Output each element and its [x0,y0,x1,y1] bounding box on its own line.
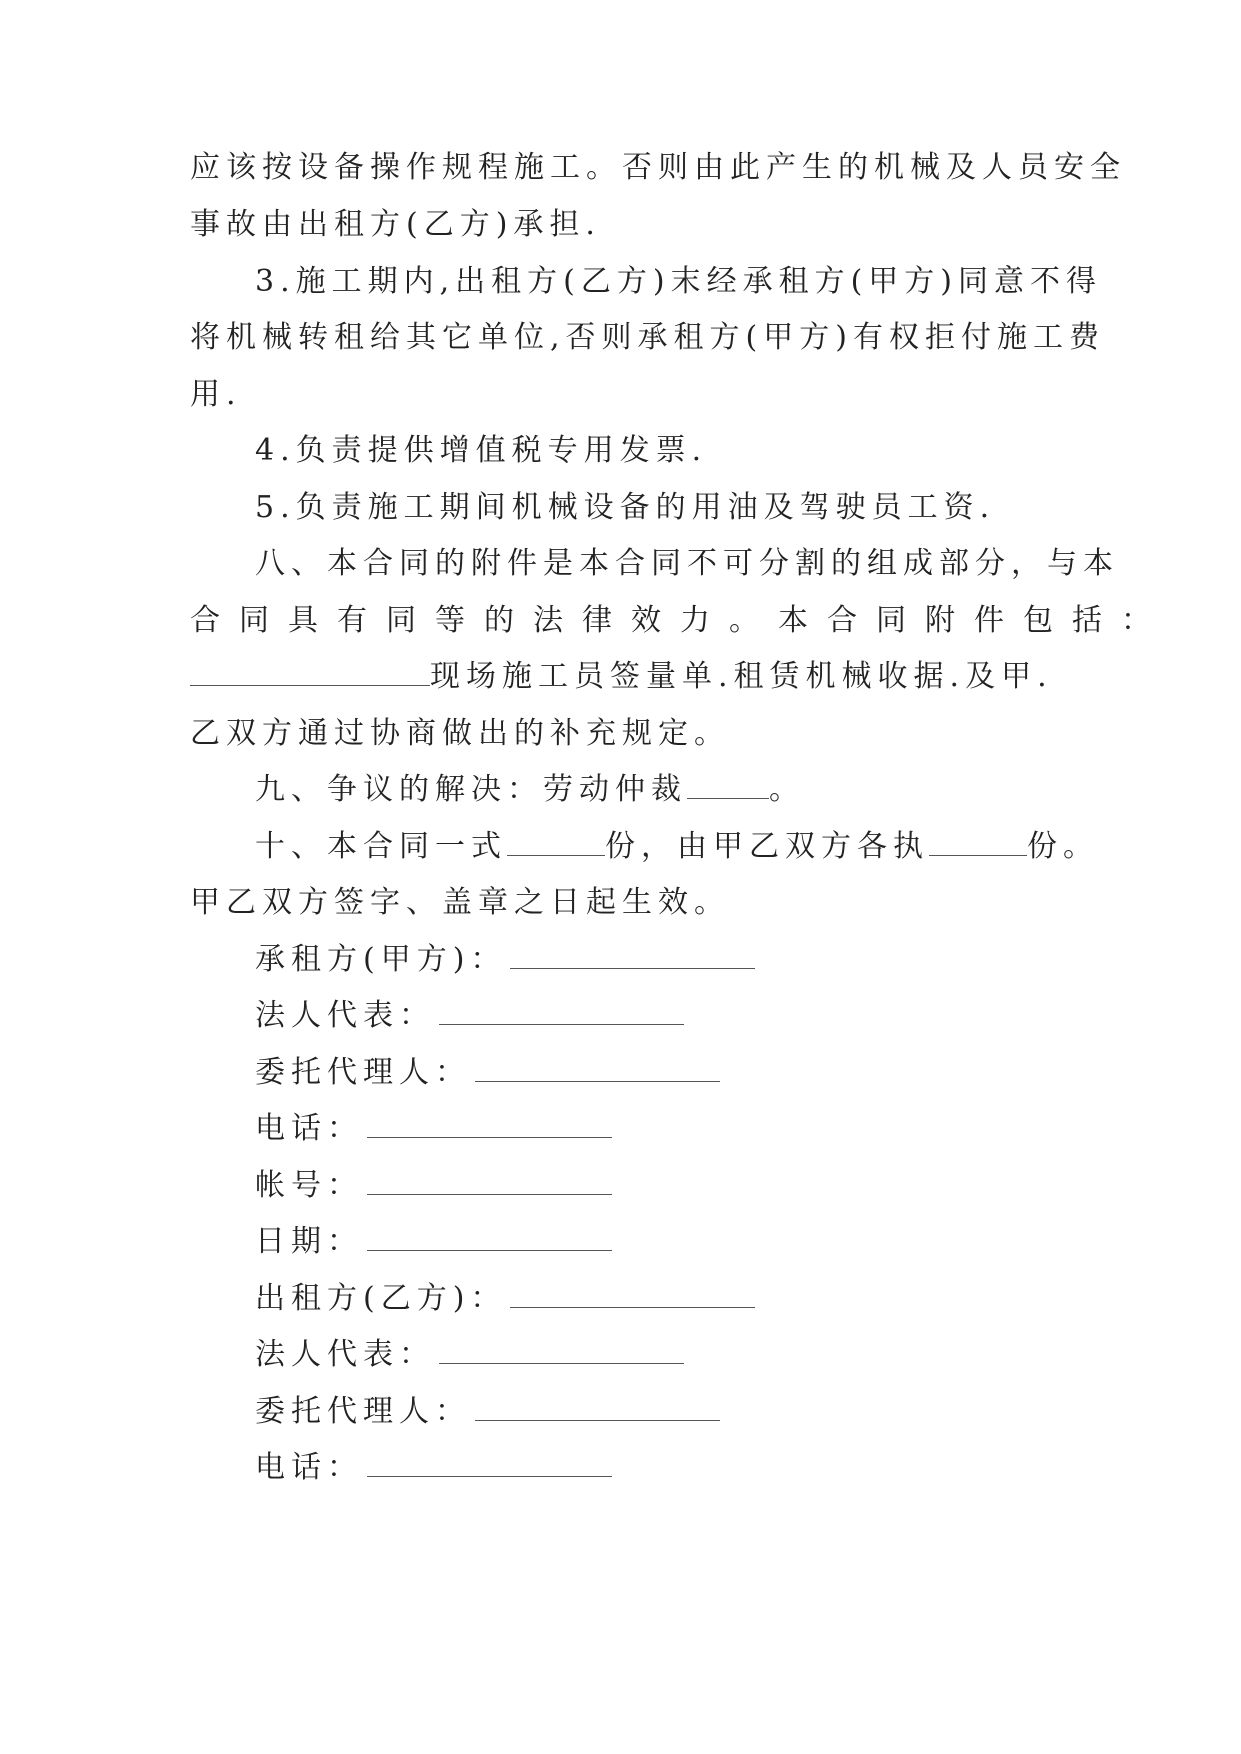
signature-label: 委托代理人： [255,1394,471,1429]
signature-lessor [255,1279,755,1319]
signature-blank[interactable] [367,1224,612,1251]
signature-blank[interactable] [367,1168,612,1195]
paragraph-line: 将机械转租给其它单位,否则承租方(甲方)有权拒付施工费 [190,320,1105,355]
paragraph-line: 应该按设备操作规程施工。否则由此产生的机械及人员安全 [190,150,1126,185]
copies-each-blank[interactable] [929,829,1027,856]
signature-label: 委托代理人： [255,1055,471,1090]
paragraph-line: 合同具有同等的法律效力。本合同附件包括： [190,603,1170,638]
signature-label: 法人代表： [255,1337,435,1372]
signature-blank[interactable] [367,1111,612,1138]
paragraph-line: 用. [190,377,242,412]
signature-label: 电话： [255,1111,363,1146]
signature-legal-rep [255,996,684,1036]
signature-blank[interactable] [510,942,755,969]
article-10-line [255,827,1099,867]
attachment-blank[interactable] [190,659,430,686]
signature-label: 帐号： [255,1168,363,1203]
article-8-line: 八、本合同的附件是本合同不可分割的组成部分，与本 [255,546,1119,581]
signature-phone [255,1448,612,1488]
signature-agent [255,1392,720,1432]
signature-label: 出租方(乙方)： [255,1281,507,1316]
paragraph-line: 事故由出租方(乙方)承担. [190,207,601,242]
paragraph-line: 乙双方通过协商做出的补充规定。 [190,716,730,751]
dispute-end: 。 [769,772,805,807]
copies-text: 十、本合同一式 [255,829,507,864]
signature-phone [255,1109,612,1149]
signature-blank[interactable] [367,1450,612,1477]
paragraph-line: 甲乙双方签字、盖章之日起生效。 [190,885,730,920]
copies-each-text: 份，由甲乙双方各执 [605,829,929,864]
signature-label: 日期： [255,1224,363,1259]
signature-blank[interactable] [475,1394,720,1421]
signature-label: 承租方(甲方)： [255,942,507,977]
copies-total-blank[interactable] [507,829,605,856]
signature-account [255,1166,612,1206]
clause-3-line: 3.施工期内,出租方(乙方)末经承租方(甲方)同意不得 [255,264,1102,299]
attachment-line [190,657,1053,697]
signature-blank[interactable] [510,1281,755,1308]
signature-lessee [255,940,755,980]
signature-date [255,1222,612,1262]
clause-5-line: 5.负责施工期间机械设备的用油及驾驶员工资. [255,490,996,525]
clause-4-line: 4.负责提供增值税专用发票. [255,433,708,468]
signature-blank[interactable] [475,1055,720,1082]
signature-label: 法人代表： [255,998,435,1033]
dispute-text: 九、争议的解决：劳动仲裁 [255,772,687,807]
copies-end: 份。 [1027,829,1099,864]
dispute-blank[interactable] [687,772,769,799]
signature-blank[interactable] [439,1337,684,1364]
signature-blank[interactable] [439,998,684,1025]
signature-agent [255,1053,720,1093]
attachment-text: 现场施工员签量单.租赁机械收据.及甲. [430,659,1053,694]
signature-label: 电话： [255,1450,363,1485]
article-9-line [255,770,805,810]
signature-legal-rep [255,1335,684,1375]
